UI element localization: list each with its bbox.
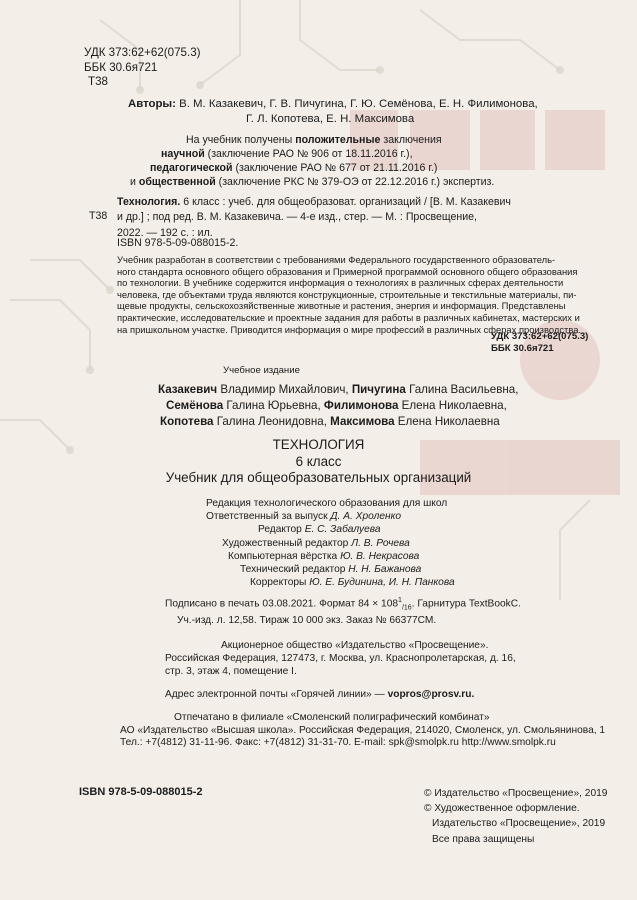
- biblio-line-2: и др.] ; под ред. В. М. Казакевича. — 4-е изд., стер. — М. : Просвещение,: [117, 211, 478, 224]
- biblio-title: Технология.: [117, 196, 181, 208]
- copyright-line: © Издательство «Просвещение», 2019: [424, 788, 608, 799]
- publisher-info: [165, 640, 516, 678]
- biblio-line-3: 2022. — 192 с. : ил.: [117, 226, 213, 239]
- print-run-details: Уч.-изд. л. 12,58. Тираж 10 000 экз. Заказ № 66377СМ.: [177, 615, 437, 627]
- copyright-line: Все права защищены: [432, 833, 535, 845]
- editor-name: Д. А. Хроленко: [330, 511, 402, 523]
- annotation-line: по технологии. В учебнике содержится информация о технологиях в различных сферах деятельности: [117, 277, 564, 289]
- editor-role: Редактор: [258, 524, 305, 536]
- reviews-intro: На учебник получены: [186, 134, 296, 146]
- factory-address: АО «Издательство «Высшая школа». Российская Федерация, 214020, Смоленск, ул. Смольянинова, 1: [120, 724, 606, 736]
- print-details: [165, 594, 521, 627]
- review-public-detail: (заключение РКС № 379-ОЭ от 22.12.2016 г.) экспертиз.: [215, 176, 495, 188]
- hotline-label: Адрес электронной почты «Горячей линии» —: [165, 689, 388, 700]
- factory-name: Отпечатано в филиале «Смоленский полиграфический комбинат»: [174, 712, 490, 723]
- print-typeface: . Гарнитура TextBookC.: [411, 598, 521, 610]
- hotline-email-link[interactable]: vopros@prosv.ru.: [387, 689, 475, 700]
- copyright-line: © Художественное оформление.: [424, 803, 580, 815]
- udk-code-right: УДК 373:62+62(075.3): [491, 331, 589, 342]
- author-surname: Копотева: [160, 415, 214, 428]
- biblio-line-1: 6 класс : учеб. для общеобразоват. организаций / [В. М. Казакевич: [180, 196, 511, 208]
- editor-name: Е. С. Забалуева: [304, 524, 381, 536]
- author-given-names: Владимир Михайлович,: [217, 383, 352, 396]
- author-given-names: Галина Васильевна,: [405, 383, 519, 396]
- editor-role: Художественный редактор: [222, 537, 352, 549]
- format-fraction-den: /16: [401, 604, 412, 612]
- editorial-department: Редакция технологического образования для школ: [206, 498, 448, 509]
- udk-bbk-right: [491, 331, 588, 356]
- copyright-block: [424, 786, 607, 847]
- review-scientific-label: научной: [161, 148, 205, 160]
- authors-line-1: В. М. Казакевич, Г. В. Пичугина, Г. Ю. Семёнова, Е. Н. Филимонова,: [179, 98, 538, 110]
- review-public-prefix: и: [130, 176, 139, 188]
- annotation-line: щевые продукты, сельскохозяйственные животные и растения, энергия и информация. Представлены: [117, 300, 566, 312]
- bibliographic-record: [117, 195, 511, 241]
- editor-role: Ответственный за выпуск: [206, 511, 331, 523]
- authors-label: Авторы:: [128, 98, 176, 110]
- review-scientific-detail: (заключение РАО № 906 от 18.11.2016 г.),: [204, 148, 413, 160]
- author-surname: Филимонова: [323, 399, 399, 412]
- reviews-positive: положительные: [295, 134, 381, 146]
- udk-bbk-codes: [84, 46, 201, 90]
- editor-name: Н. Н. Бажанова: [348, 564, 422, 576]
- book-grade: 6 класс: [295, 454, 342, 469]
- annotation-line: человека, где объектами труда являются конструкционные, строительные и текстильные материалы, пи-: [117, 288, 577, 300]
- book-subtitle: Учебник для общеобразовательных организаций: [165, 470, 472, 485]
- edition-type: Учебное издание: [223, 365, 300, 376]
- isbn-bottom: ISBN 978-5-09-088015-2: [79, 786, 203, 798]
- editor-role: Технический редактор: [240, 564, 349, 576]
- format-fraction-num: 1: [398, 597, 402, 604]
- author-given-names: Елена Николаевна: [394, 415, 500, 428]
- editor-name: Ю. Е. Будинина, И. Н. Панкова: [309, 577, 455, 589]
- print-signed-format: Подписано в печать 03.08.2021. Формат 84 × 108: [165, 598, 399, 610]
- editorial-staff: [206, 497, 455, 589]
- author-given-names: Елена Николаевна,: [398, 399, 507, 412]
- editor-name: Ю. В. Некрасова: [340, 550, 420, 562]
- hotline-email: [165, 689, 474, 700]
- annotation-line: на пришкольном участке. Приводится информация о мире профессий в различных сферах производства.: [117, 323, 582, 335]
- udk-code: УДК 373:62+62(075.3): [84, 46, 201, 59]
- reviews-conclusions: заключения: [380, 134, 442, 146]
- review-public-label: общественной: [138, 176, 216, 188]
- editor-role: Компьютерная вёрстка: [228, 550, 341, 562]
- publisher-name: Акционерное общество «Издательство «Просвещение».: [221, 640, 489, 651]
- author-surname: Максимова: [330, 415, 395, 428]
- annotation-paragraph: [117, 254, 595, 335]
- bbk-code-right: ББК 30.6я721: [491, 343, 554, 355]
- biblio-isbn: ISBN 978-5-09-088015-2.: [117, 237, 239, 249]
- authors-line-2: Г. Л. Копотева, Е. Н. Максимова: [246, 113, 415, 126]
- bbk-code: ББК 30.6я721: [84, 60, 158, 74]
- annotation-line: практические, исследовательские и проектные задания для работы в различных кабинетах, мастерских и: [117, 311, 580, 323]
- publisher-address: Российская Федерация, 127473, г. Москва, ул. Краснопролетарская, д. 16,: [165, 652, 516, 664]
- author-surname: Семёнова: [166, 399, 224, 412]
- review-pedagogical-detail: (заключение РАО № 677 от 21.11.2016 г.): [232, 162, 438, 174]
- author-surname: Пичугина: [351, 383, 406, 396]
- author-mark: Т38: [88, 75, 108, 89]
- annotation-line: ного стандарта основного общего образования и Примерной программой основного общего образования: [117, 265, 578, 277]
- authors-block: [128, 97, 538, 127]
- printing-factory: [120, 712, 605, 750]
- editor-role: Корректоры: [250, 577, 310, 589]
- editor-name: Л. В. Рочева: [351, 537, 410, 549]
- author-given-names: Галина Леонидовна,: [213, 415, 331, 428]
- author-given-names: Галина Юрьевна,: [223, 399, 324, 412]
- book-subject: ТЕХНОЛОГИЯ: [272, 437, 365, 452]
- copyright-line: Издательство «Просвещение», 2019: [432, 818, 606, 830]
- publisher-address-2: стр. 3, этаж 4, помещение I.: [165, 665, 297, 677]
- biblio-author-mark: Т38: [89, 210, 108, 222]
- review-pedagogical-label: педагогической: [150, 162, 233, 174]
- author-surname: Казакевич: [158, 383, 218, 396]
- annotation-line: Учебник разработан в соответствии с требованиями Федерального государственного образователь-: [117, 254, 556, 265]
- factory-contacts: Тел.: +7(4812) 31-11-96. Факс: +7(4812) 31-31-70. E-mail: spk@smolpk.ru http://www.smolpk.ru: [120, 737, 556, 749]
